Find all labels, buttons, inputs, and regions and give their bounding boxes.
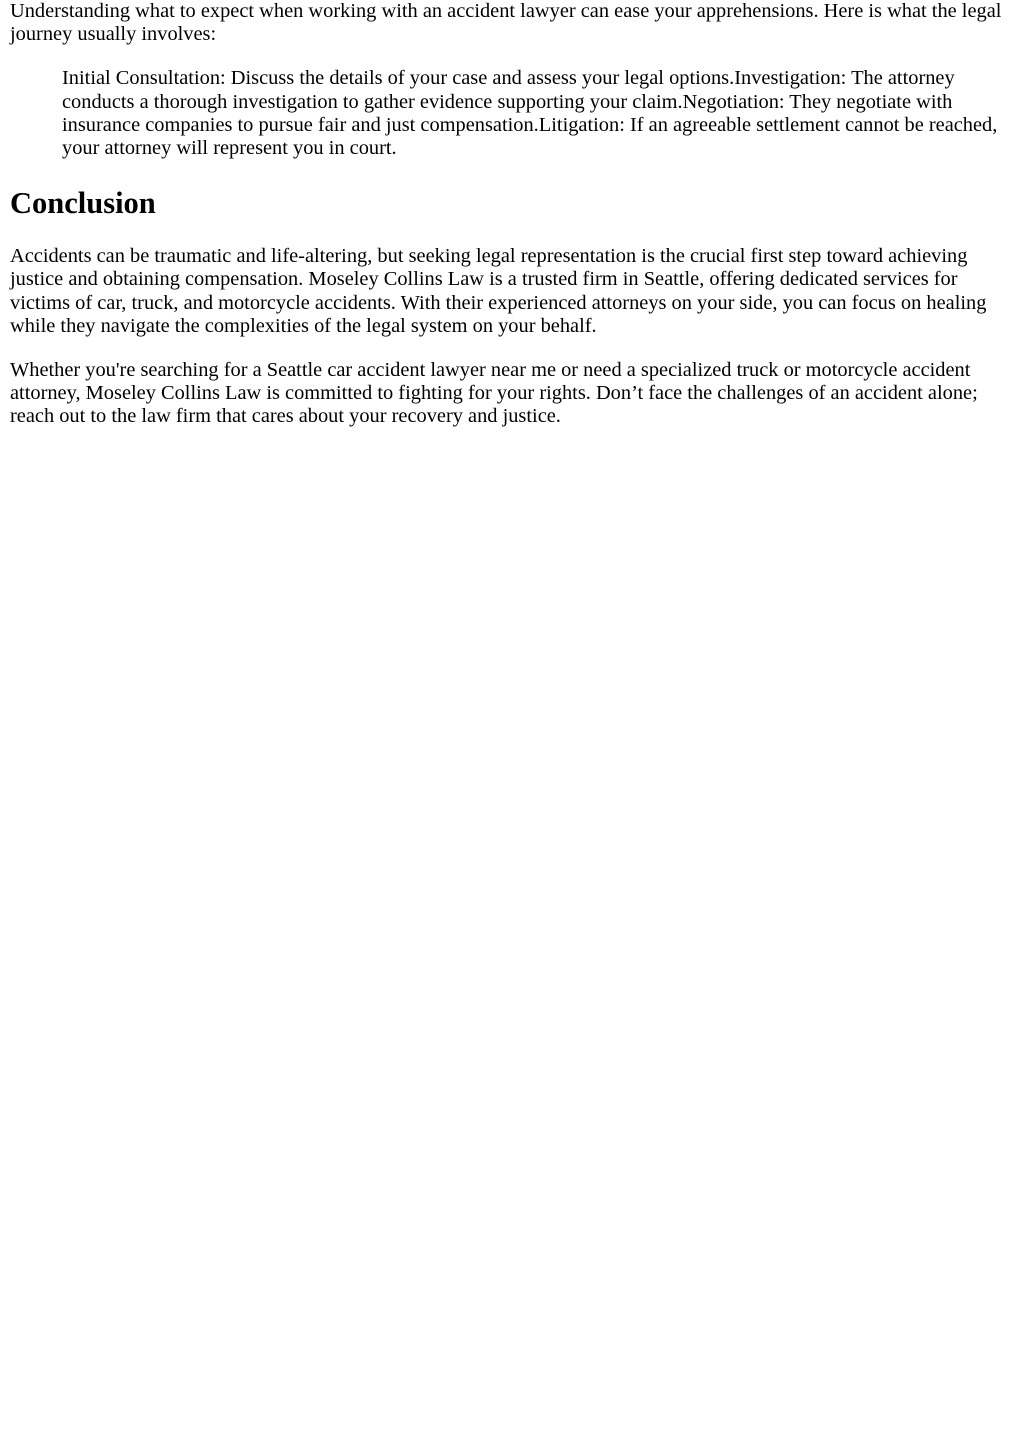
article-page: [0, 0, 1024, 429]
intro-paragraph: Understanding what to expect when working with an accident lawyer can ease your apprehensions. Here is what the legal journey usually involves:: [10, 0, 1002, 46]
conclusion-paragraph-2: Whether you're searching for a Seattle car accident lawyer near me or need a specialized truck or motorcycle accident attorney, Moseley Collins Law is committed to fighting for your rights. Don’t face the challenges of an accident alone; reach out to the law firm that cares about your recovery and justice.: [10, 359, 978, 428]
legal-steps-blockquote: Initial Consultation: Discuss the details of your case and assess your legal options.Investigation: The attorney conducts a thorough investigation to gather evidence supporting your claim.Negotiation: They negotiate with insurance companies to pursue fair and just compensation.Litigation: If an agreeable settlement cannot be reached, your attorney will represent you in court.: [62, 67, 998, 160]
conclusion-paragraph-1: Accidents can be traumatic and life-altering, but seeking legal representation is the crucial first step toward achieving justice and obtaining compensation. Moseley Collins Law is a trusted firm in Seattle, offering dedicated services for victims of car, truck, and motorcycle accidents. With their experienced attorneys on your side, you can focus on healing while they navigate the complexities of the legal system on your behalf.: [10, 245, 987, 337]
conclusion-heading: Conclusion: [10, 186, 156, 221]
